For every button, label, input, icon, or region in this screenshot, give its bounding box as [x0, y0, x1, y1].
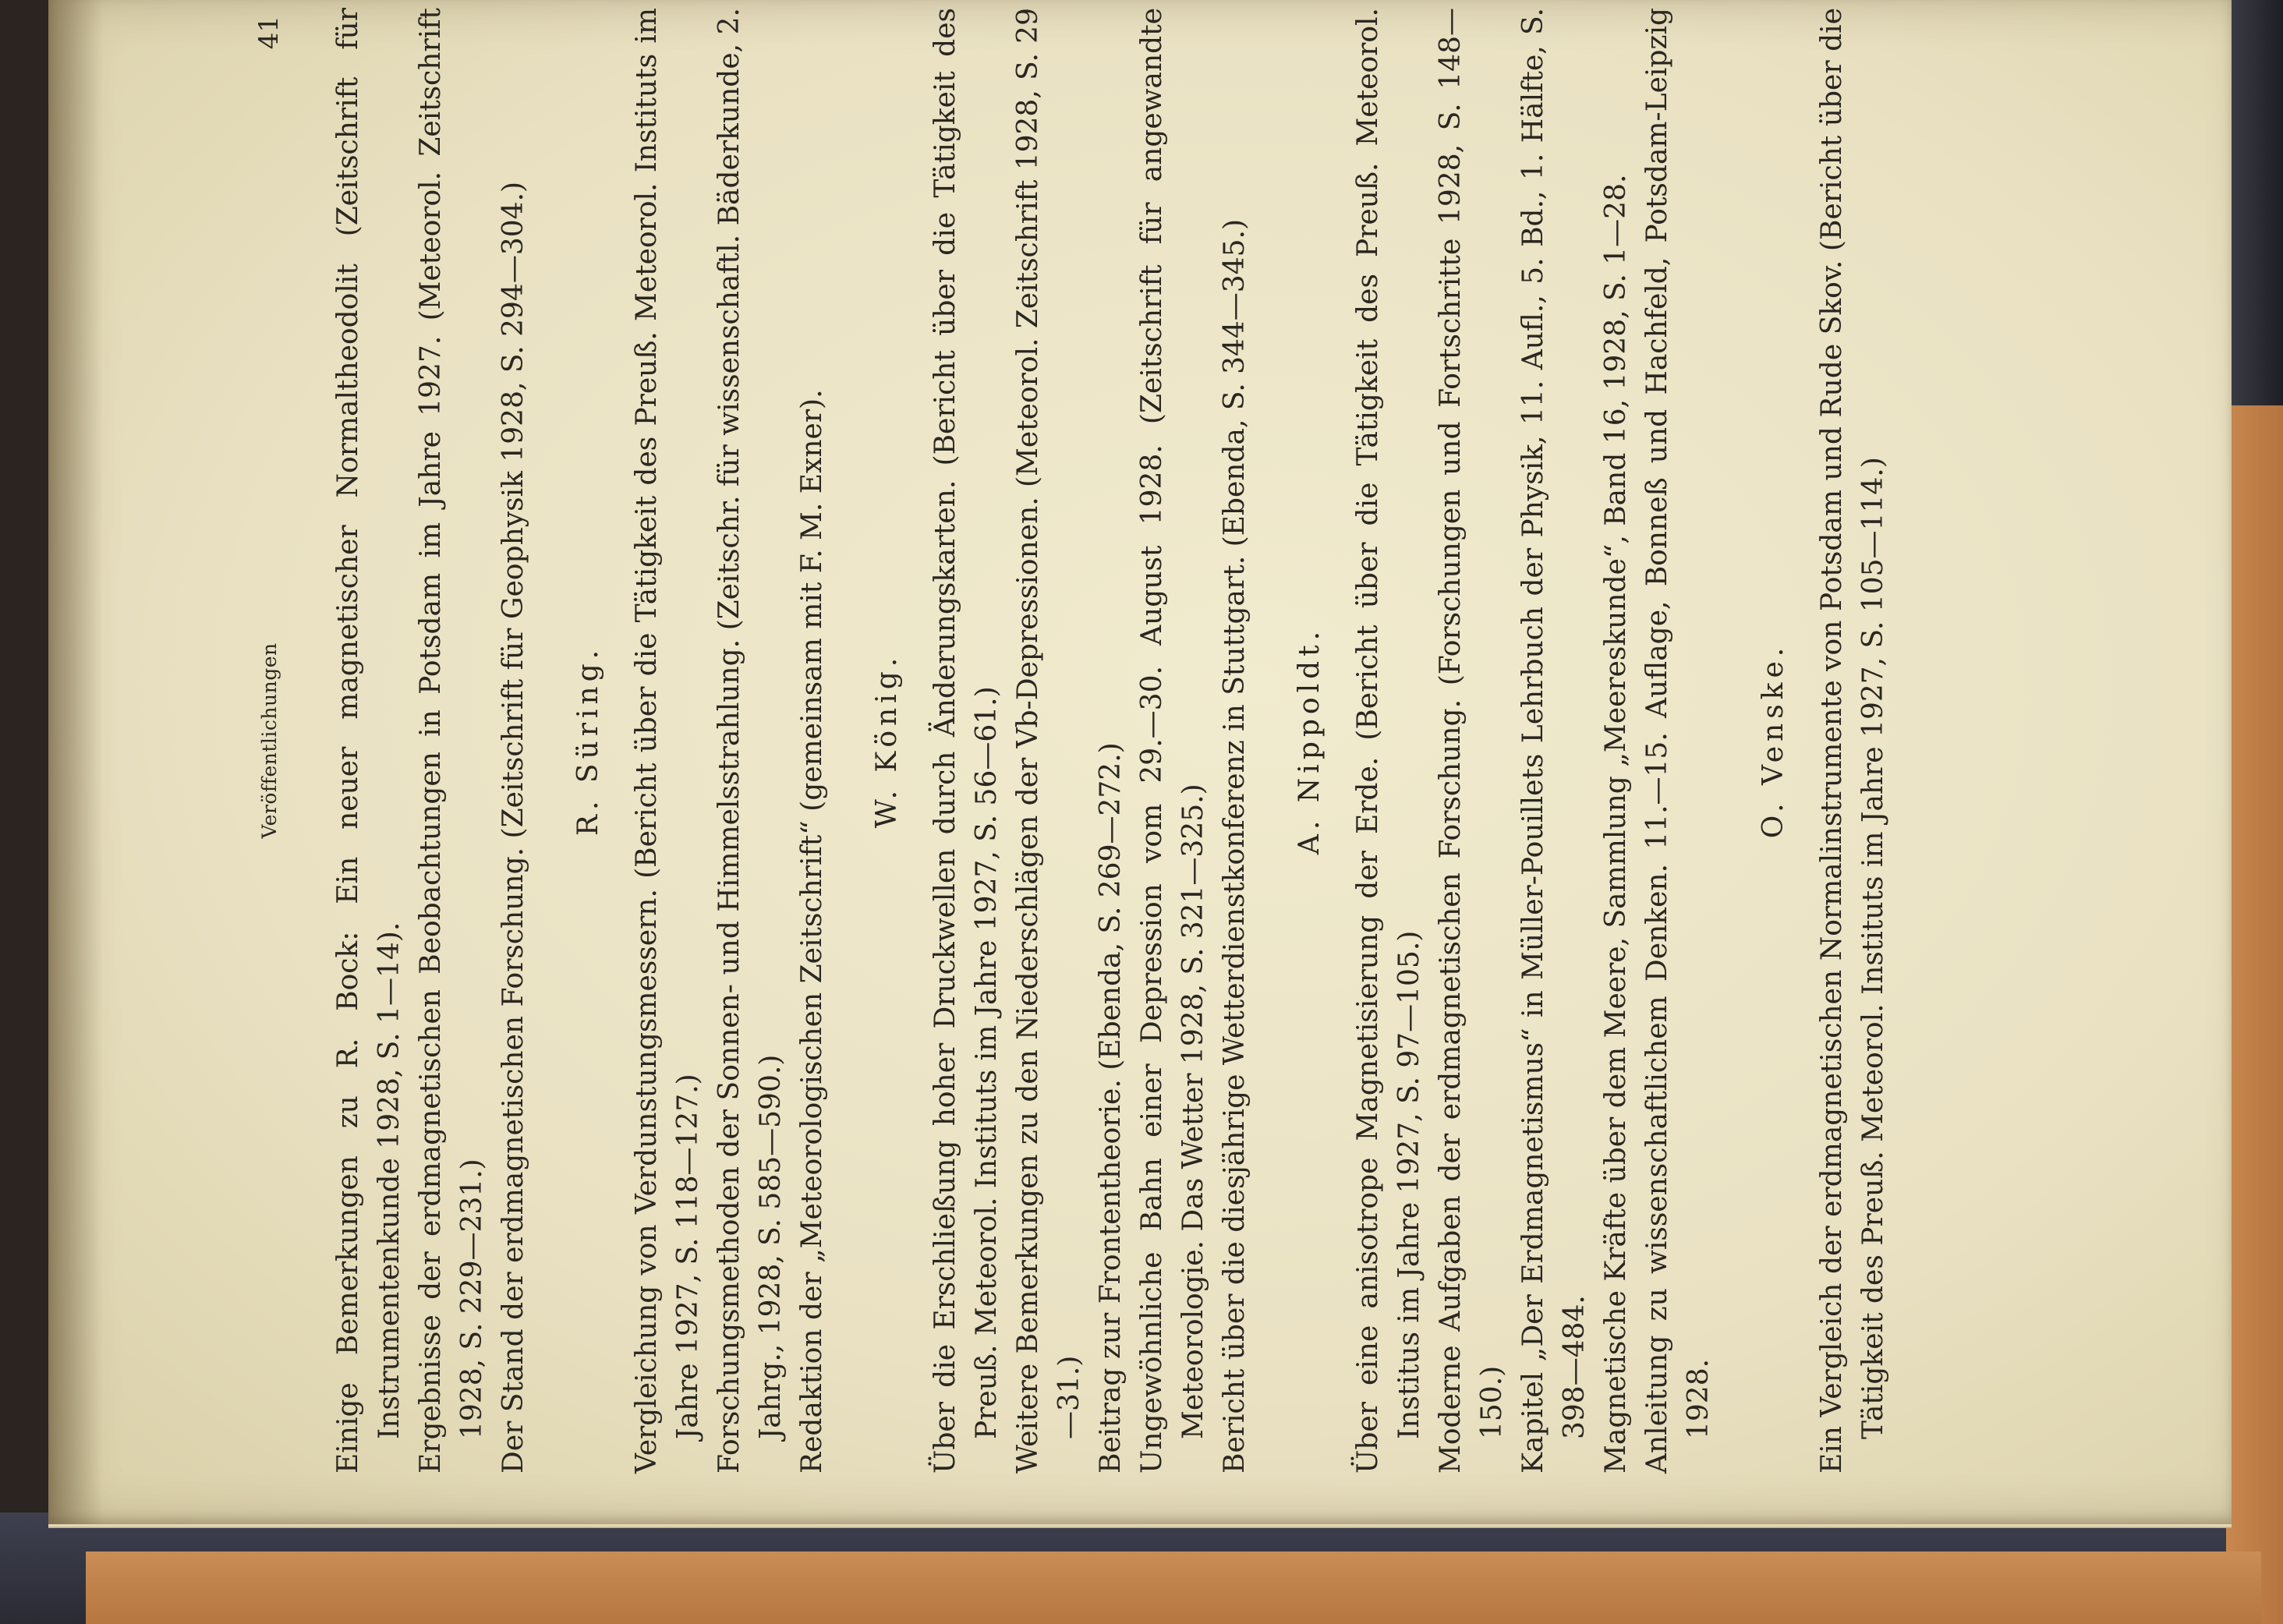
entry: Forschungsmethoden der Sonnen- und Himmelsstrahlung. (Zeitschr. für wissenschaftl. Bäderkunde, 2. Jahrg., 1928, S. 585—590.) [713, 8, 787, 1474]
entry: Ein Vergleich der erdmagnetischen Normalinstrumente von Potsdam und Rude Skov. (Bericht über die Tätigkeit des Preuß. Meteorol. Instituts im Jahre 1927, S. 105—114.) [1816, 8, 1889, 1474]
cover-edge-right [2226, 405, 2283, 1624]
author-heading: W. König. [871, 653, 903, 829]
entry: Über die Erschließung hoher Druckwellen durch Änderungskarten. (Bericht über die Tätigkeit des Preuß. Meteorol. Instituts im Jahre 1927, S. 56—61.) [929, 8, 1003, 1474]
entry: Einige Bemerkungen zu R. Bock: Ein neuer magnetischer Normaltheodolit (Zeitschrift für Instrumentenkunde 1928, S. 1—14). [332, 8, 405, 1474]
entry: Anleitung zu wissenschaftlichem Denken. 11.—15. Auflage, Bonneß und Hachfeld, Potsdam-Leipzig 1928. [1641, 8, 1715, 1474]
entry: Weitere Bemerkungen zu den Niederschlägen der Vb-Depressionen. (Meteorol. Zeitschrift 1928, S. 29—31.) [1012, 8, 1085, 1474]
entry: Vergleichung von Verdunstungsmessern. (Bericht über die Tätigkeit des Preuß. Meteorol. Instituts im Jahre 1927, S. 118—127.) [631, 8, 704, 1474]
page-number: 41 [253, 16, 285, 50]
running-head-title: Veröffentlichungen [258, 642, 281, 839]
entry: Moderne Aufgaben der erdmagnetischen Forschung. (Forschungen und Fortschritte 1928, S. 148—150.) [1435, 8, 1508, 1474]
entry: Redaktion der „Meteorologischen Zeitschrift“ (gemeinsam mit F. M. Exner). [796, 389, 828, 1474]
entry: Über eine anisotrope Magnetisierung der Erde. (Bericht über die Tätigkeit des Preuß. Meteorol. Institus im Jahre 1927, S. 97—105.) [1352, 8, 1425, 1474]
entry: Beitrag zur Frontentheorie. (Ebenda, S. 269—272.) [1095, 742, 1127, 1474]
cover-edge-bottom [86, 1551, 2261, 1624]
entry: Kapitel „Der Erdmagnetismus“ in Müller-Pouillets Lehrbuch der Physik, 11. Aufl., 5. Bd., 1. Hälfte, S. 398—484. [1517, 8, 1591, 1474]
page-text-rotated [253, 8, 2140, 1474]
entry: Bericht über die diesjährige Wetterdienstkonferenz in Stuttgart. (Ebenda, S. 344—345.) [1219, 218, 1251, 1474]
author-heading: O. Venske. [1757, 642, 1789, 839]
entry: Magnetische Kräfte über dem Meere, Sammlung „Meereskunde“, Band 16, 1928, S. 1—28. [1600, 174, 1632, 1474]
entry: Ergebnisse der erdmagnetischen Beobachtungen in Potsdam im Jahre 1927. (Meteorol. Zeitschrift 1928, S. 229—231.) [415, 8, 488, 1474]
author-heading: R. Süring. [572, 645, 604, 837]
spine-shadow [48, 0, 103, 1524]
page-body [327, 8, 1894, 1474]
author-heading: A. Nippoldt. [1294, 626, 1326, 855]
running-head [253, 8, 291, 1474]
entry: Ungewöhnliche Bahn einer Depression vom 29.—30. August 1928. (Zeitschrift für angewandte Meteorologie. Das Wetter 1928, S. 321—325.) [1136, 8, 1209, 1474]
entry: Der Stand der erdmagnetischen Forschung. (Zeitschrift für Geophysik 1928, S. 294—304.) [497, 181, 529, 1474]
